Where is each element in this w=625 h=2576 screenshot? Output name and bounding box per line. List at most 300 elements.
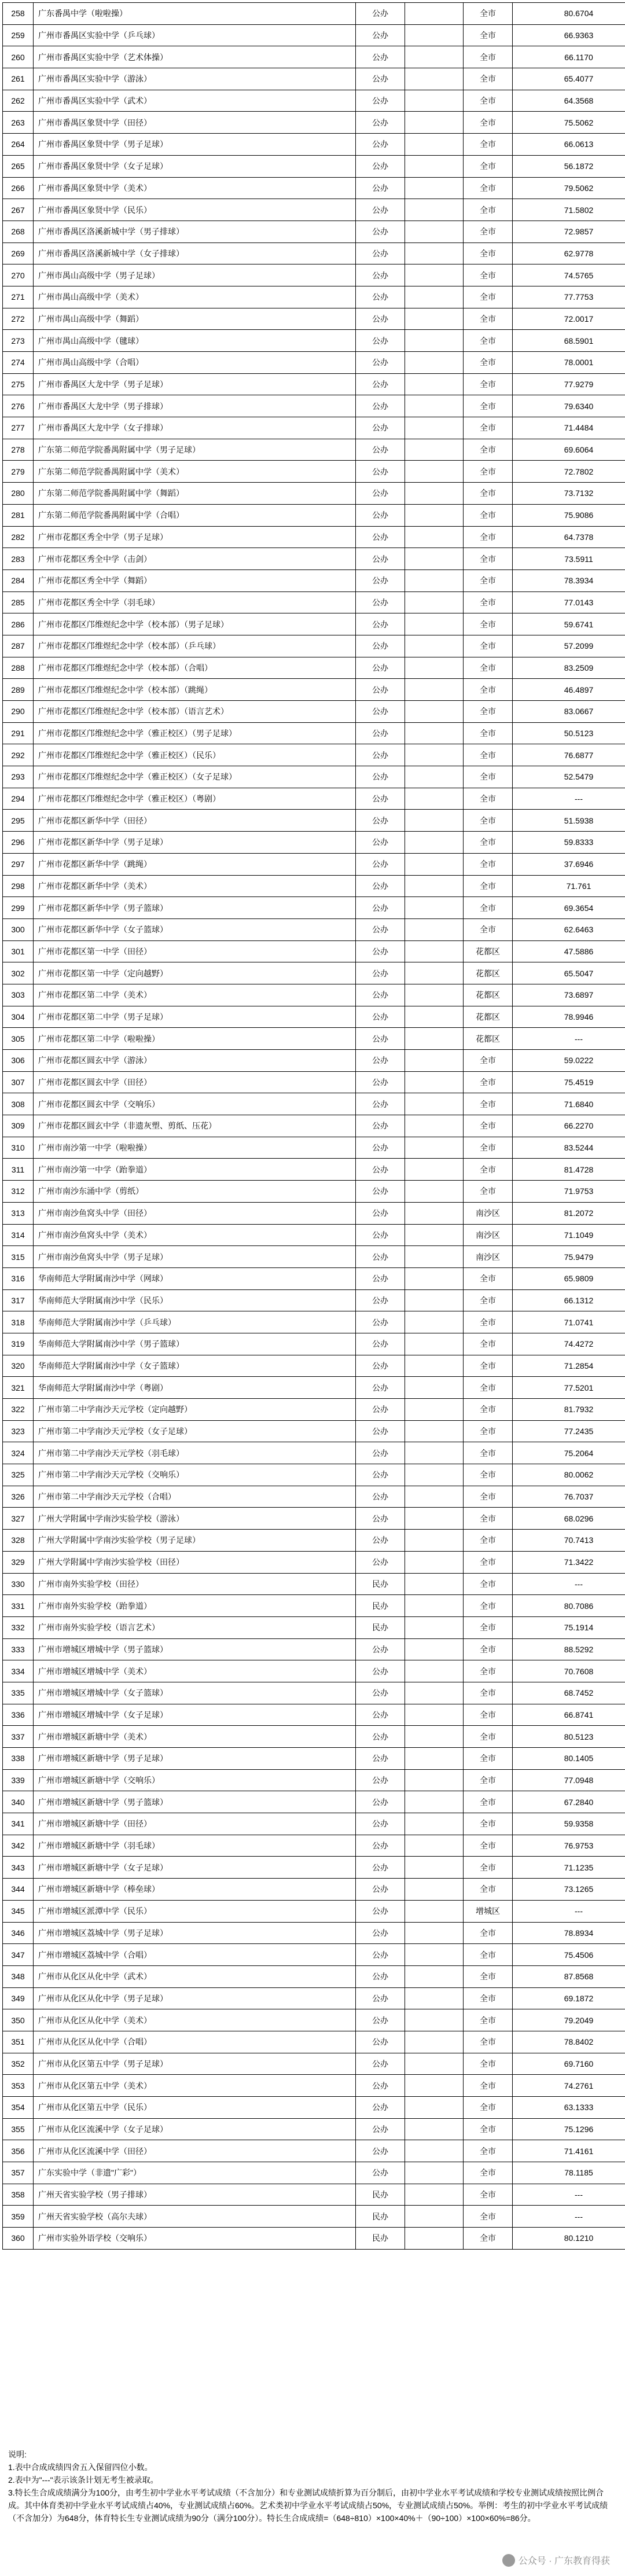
table-cell: 广州市南外实验学校（语言艺术） <box>34 1616 356 1638</box>
table-cell: 公办 <box>356 1311 405 1333</box>
table-cell <box>405 1028 464 1050</box>
table-cell: 71.0741 <box>513 1311 625 1333</box>
table-cell: 72.9857 <box>513 221 625 242</box>
table-cell: 全市 <box>464 24 513 46</box>
table-cell: 全市 <box>464 373 513 395</box>
table-cell: 317 <box>3 1289 34 1311</box>
table-cell: 广州市从化区从化中学（合唱） <box>34 2031 356 2053</box>
table-cell: 公办 <box>356 918 405 940</box>
table-cell: 广州天省实验学校（高尔夫球） <box>34 2206 356 2228</box>
table-cell <box>405 308 464 330</box>
table-cell: 全市 <box>464 1726 513 1748</box>
table-row <box>3 177 625 199</box>
table-cell: 全市 <box>464 1987 513 2009</box>
table-cell <box>405 439 464 461</box>
table-cell: 广州市花都区邝维煜纪念中学（雅正校区）（男子足球） <box>34 722 356 744</box>
table-cell: 全市 <box>464 1442 513 1464</box>
table-cell <box>405 1595 464 1617</box>
table-cell <box>405 1769 464 1791</box>
table-cell: 公办 <box>356 1006 405 1028</box>
table-cell: 广州市花都区秀全中学（舞蹈） <box>34 569 356 591</box>
table-cell: 广州市番禺区实验中学（艺术体操） <box>34 46 356 68</box>
table-cell: 88.5292 <box>513 1638 625 1660</box>
table-cell: 68.5901 <box>513 330 625 352</box>
table-row <box>3 308 625 330</box>
table-cell: 78.1185 <box>513 2162 625 2184</box>
table-cell <box>405 1900 464 1922</box>
table-cell: 南沙区 <box>464 1246 513 1268</box>
table-cell: 公办 <box>356 1791 405 1813</box>
table-cell: 公办 <box>356 417 405 439</box>
table-row <box>3 1399 625 1421</box>
table-cell <box>405 221 464 242</box>
table-cell: 全市 <box>464 918 513 940</box>
table-cell: 广州市从化区从化中学（男子足球） <box>34 1987 356 2009</box>
table-cell: 全市 <box>464 112 513 134</box>
table-cell <box>405 1857 464 1879</box>
table-cell: 71.6840 <box>513 1093 625 1115</box>
table-cell <box>405 1267 464 1289</box>
table-cell: 全市 <box>464 875 513 897</box>
table-row <box>3 744 625 766</box>
table-cell: 75.1296 <box>513 2118 625 2140</box>
table-cell: 全市 <box>464 548 513 570</box>
table-cell: 广州大学附属中学南沙实验学校（田径） <box>34 1551 356 1573</box>
table-cell: 80.6704 <box>513 3 625 25</box>
table-cell: 350 <box>3 2009 34 2031</box>
table-cell: 66.1170 <box>513 46 625 68</box>
table-cell: --- <box>513 1028 625 1050</box>
table-row <box>3 134 625 156</box>
table-cell: 315 <box>3 1246 34 1268</box>
table-cell: 289 <box>3 679 34 701</box>
table-cell: 68.7452 <box>513 1682 625 1704</box>
table-cell: 83.0667 <box>513 701 625 723</box>
table-cell: 66.8741 <box>513 1704 625 1726</box>
table-cell: 广州市花都区圆玄中学（交响乐） <box>34 1093 356 1115</box>
table-cell: 公办 <box>356 2118 405 2140</box>
table-cell: 广州市花都区邝维煜纪念中学（雅正校区）（女子足球） <box>34 766 356 788</box>
table-cell: 271 <box>3 286 34 308</box>
table-cell: 73.7132 <box>513 483 625 505</box>
table-cell <box>405 395 464 417</box>
table-cell: 全市 <box>464 1944 513 1966</box>
table-cell <box>405 701 464 723</box>
table-cell: 354 <box>3 2097 34 2119</box>
table-cell: 广州市从化区第五中学（美术） <box>34 2075 356 2097</box>
table-cell: 66.9363 <box>513 24 625 46</box>
table-cell: 广东第二师范学院番禺附属中学（舞蹈） <box>34 483 356 505</box>
table-cell: 广州市番禺区象贤中学（田径） <box>34 112 356 134</box>
table-cell <box>405 286 464 308</box>
table-cell: 公办 <box>356 766 405 788</box>
table-row <box>3 1638 625 1660</box>
table-cell: 广州市花都区秀全中学（击剑） <box>34 548 356 570</box>
table-cell: 78.3934 <box>513 569 625 591</box>
table-row <box>3 2097 625 2119</box>
table-cell: 广州天省实验学校（男子排球） <box>34 2184 356 2206</box>
table-cell: 全市 <box>464 1791 513 1813</box>
table-cell: 75.1914 <box>513 1616 625 1638</box>
table-cell: 广州市增城区新塘中学（美术） <box>34 1726 356 1748</box>
table-row <box>3 1595 625 1617</box>
table-cell: 公办 <box>356 1682 405 1704</box>
table-row <box>3 1202 625 1224</box>
table-row <box>3 1879 625 1901</box>
table-cell: 公办 <box>356 591 405 613</box>
table-cell <box>405 569 464 591</box>
table-cell <box>405 1987 464 2009</box>
table-cell: 全市 <box>464 853 513 875</box>
table-cell <box>405 1224 464 1246</box>
table-cell: 75.9479 <box>513 1246 625 1268</box>
table-cell <box>405 1071 464 1093</box>
table-cell: 260 <box>3 46 34 68</box>
table-cell: 全市 <box>464 286 513 308</box>
table-cell <box>405 1704 464 1726</box>
table-cell <box>405 1377 464 1399</box>
table-cell: 公办 <box>356 657 405 679</box>
table-cell: 公办 <box>356 155 405 177</box>
table-cell: 广州市花都区新华中学（男子足球） <box>34 832 356 854</box>
table-row <box>3 918 625 940</box>
table-cell <box>405 744 464 766</box>
table-cell: 华南师范大学附属南沙中学（网球） <box>34 1267 356 1289</box>
table-cell: 全市 <box>464 744 513 766</box>
table-cell: 332 <box>3 1616 34 1638</box>
table-cell <box>405 352 464 374</box>
table-cell: 广州市番禺区象贤中学（男子足球） <box>34 134 356 156</box>
table-cell: 广州市花都区新华中学（女子篮球） <box>34 918 356 940</box>
table-cell: 广州市番禺区象贤中学（美术） <box>34 177 356 199</box>
table-cell: 全市 <box>464 2228 513 2250</box>
table-row <box>3 1987 625 2009</box>
table-cell <box>405 1638 464 1660</box>
table-cell: 71.5802 <box>513 199 625 221</box>
table-cell <box>405 90 464 112</box>
table-cell: 广州市增城区新塘中学（女子足球） <box>34 1857 356 1879</box>
table-cell: 公办 <box>356 1944 405 1966</box>
table-row <box>3 1573 625 1595</box>
table-cell: 公办 <box>356 221 405 242</box>
table-cell: 71.1049 <box>513 1224 625 1246</box>
table-cell: 公办 <box>356 744 405 766</box>
table-cell: 公办 <box>356 853 405 875</box>
table-cell: 全市 <box>464 504 513 526</box>
table-cell: 全市 <box>464 788 513 810</box>
table-cell <box>405 1464 464 1486</box>
table-cell: 46.4897 <box>513 679 625 701</box>
table-cell: 全市 <box>464 1965 513 1987</box>
table-cell: 广州市番禺区象贤中学（女子足球） <box>34 155 356 177</box>
table-cell: 68.0296 <box>513 1508 625 1530</box>
table-cell: --- <box>513 788 625 810</box>
table-cell <box>405 330 464 352</box>
table-cell: 公办 <box>356 1879 405 1901</box>
table-cell: 78.8402 <box>513 2031 625 2053</box>
table-cell: 花都区 <box>464 940 513 962</box>
table-cell: 全市 <box>464 1530 513 1552</box>
table-cell: 62.6463 <box>513 918 625 940</box>
table-row <box>3 2075 625 2097</box>
table-cell <box>405 3 464 25</box>
table-cell <box>405 1791 464 1813</box>
table-cell: 公办 <box>356 504 405 526</box>
table-row <box>3 2031 625 2053</box>
table-cell: 339 <box>3 1769 34 1791</box>
table-cell <box>405 2184 464 2206</box>
table-cell: 民办 <box>356 1595 405 1617</box>
table-cell: 276 <box>3 395 34 417</box>
table-cell: 广州市南沙第一中学（啦啦操） <box>34 1137 356 1159</box>
table-cell: 公办 <box>356 286 405 308</box>
table-cell: 公办 <box>356 722 405 744</box>
admission-score-table <box>2 2 625 2250</box>
table-row <box>3 1333 625 1355</box>
table-cell: 78.0001 <box>513 352 625 374</box>
table-row <box>3 2009 625 2031</box>
table-cell: 公办 <box>356 1267 405 1289</box>
table-cell: 81.4728 <box>513 1159 625 1181</box>
table-cell: 71.761 <box>513 875 625 897</box>
table-cell: 80.7086 <box>513 1595 625 1617</box>
table-cell <box>405 1333 464 1355</box>
table-row <box>3 679 625 701</box>
table-cell: 81.7932 <box>513 1399 625 1421</box>
table-cell: 293 <box>3 766 34 788</box>
table-cell: 306 <box>3 1050 34 1072</box>
table-cell: 301 <box>3 940 34 962</box>
table-cell: 公办 <box>356 1551 405 1573</box>
table-cell: 全市 <box>464 1595 513 1617</box>
table-row <box>3 962 625 984</box>
table-cell: 公办 <box>356 1726 405 1748</box>
table-cell <box>405 1311 464 1333</box>
table-cell: 广州市番禺区洛溪新城中学（男子排球） <box>34 221 356 242</box>
table-cell: 公办 <box>356 2075 405 2097</box>
table-row <box>3 1464 625 1486</box>
table-row <box>3 352 625 374</box>
table-row <box>3 766 625 788</box>
table-cell: 322 <box>3 1399 34 1421</box>
table-cell <box>405 613 464 635</box>
table-cell <box>405 242 464 264</box>
table-cell: 华南师范大学附属南沙中学（男子篮球） <box>34 1333 356 1355</box>
table-cell: 广州市花都区新华中学（美术） <box>34 875 356 897</box>
table-row <box>3 1093 625 1115</box>
table-cell: 公办 <box>356 2162 405 2184</box>
table-cell: 全市 <box>464 330 513 352</box>
table-cell: 广州市花都区新华中学（男子篮球） <box>34 897 356 919</box>
table-cell <box>405 2206 464 2228</box>
table-cell: 公办 <box>356 1399 405 1421</box>
table-cell: 公办 <box>356 1181 405 1203</box>
table-cell: 全市 <box>464 591 513 613</box>
table-cell: 公办 <box>356 1965 405 1987</box>
table-row <box>3 1965 625 1987</box>
table-cell: 广州市番禺区大龙中学（男子排球） <box>34 395 356 417</box>
table-cell: 广州市增城区荔城中学（合唱） <box>34 1944 356 1966</box>
table-row <box>3 155 625 177</box>
table-cell: 308 <box>3 1093 34 1115</box>
table-cell <box>405 1050 464 1072</box>
table-cell: 80.1405 <box>513 1748 625 1770</box>
table-cell: 广州市花都区新华中学（田径） <box>34 810 356 832</box>
table-cell: 全市 <box>464 1769 513 1791</box>
table-cell: 346 <box>3 1922 34 1944</box>
table-cell <box>405 1202 464 1224</box>
table-cell: 全市 <box>464 2053 513 2075</box>
table-row <box>3 1682 625 1704</box>
table-cell: 77.5201 <box>513 1377 625 1399</box>
table-cell: 全市 <box>464 46 513 68</box>
table-cell: 公办 <box>356 1028 405 1050</box>
table-cell: 全市 <box>464 1093 513 1115</box>
table-row <box>3 548 625 570</box>
table-row <box>3 1748 625 1770</box>
watermark <box>502 2553 610 2567</box>
table-cell: 公办 <box>356 1486 405 1508</box>
table-cell: 公办 <box>356 962 405 984</box>
table-cell: 全市 <box>464 352 513 374</box>
table-cell <box>405 679 464 701</box>
table-cell <box>405 1006 464 1028</box>
table-cell: 广州市花都区新华中学（跳绳） <box>34 853 356 875</box>
table-row <box>3 984 625 1006</box>
table-cell: 全市 <box>464 1922 513 1944</box>
table-cell: 47.5886 <box>513 940 625 962</box>
table-cell: 全市 <box>464 1748 513 1770</box>
table-cell: 华南师范大学附属南沙中学（粤剧） <box>34 1377 356 1399</box>
table-cell <box>405 875 464 897</box>
table-cell: 341 <box>3 1813 34 1835</box>
table-cell: 广东第二师范学院番禺附属中学（合唱） <box>34 504 356 526</box>
table-row <box>3 1530 625 1552</box>
table-row <box>3 2140 625 2162</box>
table-cell: 345 <box>3 1900 34 1922</box>
table-cell <box>405 1508 464 1530</box>
table-cell <box>405 2075 464 2097</box>
table-cell: 全市 <box>464 1137 513 1159</box>
table-cell: 广州市第二中学南沙天元学校（定向越野） <box>34 1399 356 1421</box>
table-cell <box>405 766 464 788</box>
table-cell: 全市 <box>464 1181 513 1203</box>
table-cell: 285 <box>3 591 34 613</box>
table-row <box>3 1137 625 1159</box>
table-row <box>3 504 625 526</box>
table-cell: 全市 <box>464 68 513 90</box>
table-cell: 广州市番禺区实验中学（游泳） <box>34 68 356 90</box>
table-cell <box>405 1093 464 1115</box>
table-cell: 广州市花都区圆玄中学（游泳） <box>34 1050 356 1072</box>
table-cell: 50.5123 <box>513 722 625 744</box>
table-cell <box>405 199 464 221</box>
table-cell: 69.6064 <box>513 439 625 461</box>
table-cell: 81.2072 <box>513 1202 625 1224</box>
table-cell <box>405 1748 464 1770</box>
table-cell: 74.2761 <box>513 2075 625 2097</box>
table-row <box>3 3 625 25</box>
table-cell: 273 <box>3 330 34 352</box>
table-row <box>3 1726 625 1748</box>
table-row <box>3 1159 625 1181</box>
table-cell: 71.4484 <box>513 417 625 439</box>
table-cell: 全市 <box>464 1879 513 1901</box>
table-row <box>3 2184 625 2206</box>
table-cell <box>405 1442 464 1464</box>
table-cell: --- <box>513 2184 625 2206</box>
table-cell: 69.1872 <box>513 1987 625 2009</box>
table-cell: 公办 <box>356 24 405 46</box>
table-cell: 全市 <box>464 2206 513 2228</box>
table-cell <box>405 1682 464 1704</box>
table-cell <box>405 984 464 1006</box>
table-cell: 311 <box>3 1159 34 1181</box>
table-row <box>3 46 625 68</box>
table-cell: 公办 <box>356 1464 405 1486</box>
table-cell: 69.3654 <box>513 897 625 919</box>
table-cell <box>405 1616 464 1638</box>
table-cell: 297 <box>3 853 34 875</box>
table-cell: 310 <box>3 1137 34 1159</box>
table-cell: 259 <box>3 24 34 46</box>
table-cell: 广州市花都区邝维煜纪念中学（校本部）（男子足球） <box>34 613 356 635</box>
table-cell: 79.5062 <box>513 177 625 199</box>
table-cell: 广州市禺山高级中学（舞蹈） <box>34 308 356 330</box>
table-cell: 全市 <box>464 177 513 199</box>
table-cell: 294 <box>3 788 34 810</box>
table-cell: 65.9809 <box>513 1267 625 1289</box>
table-cell: 77.9279 <box>513 373 625 395</box>
table-cell: 287 <box>3 635 34 657</box>
table-cell: 328 <box>3 1530 34 1552</box>
table-row <box>3 1486 625 1508</box>
table-cell: 公办 <box>356 1093 405 1115</box>
table-cell: 272 <box>3 308 34 330</box>
table-cell: 全市 <box>464 483 513 505</box>
table-cell <box>405 1944 464 1966</box>
table-cell: 56.1872 <box>513 155 625 177</box>
table-cell: 广州市从化区从化中学（武术） <box>34 1965 356 1987</box>
table-cell <box>405 1835 464 1857</box>
table-cell: 357 <box>3 2162 34 2184</box>
table-cell: 广州市花都区邝维煜纪念中学（校本部）（语言艺术） <box>34 701 356 723</box>
table-cell: 广州市增城区荔城中学（男子足球） <box>34 1922 356 1944</box>
table-row <box>3 242 625 264</box>
table-cell: 广州市番禺区洛溪新城中学（女子排球） <box>34 242 356 264</box>
table-cell: 全市 <box>464 1420 513 1442</box>
table-cell <box>405 155 464 177</box>
table-cell: 全市 <box>464 1486 513 1508</box>
table-cell: 花都区 <box>464 984 513 1006</box>
table-cell: 75.4519 <box>513 1071 625 1093</box>
table-cell: 71.3422 <box>513 1551 625 1573</box>
table-cell: 全市 <box>464 1355 513 1377</box>
table-cell: 71.4161 <box>513 2140 625 2162</box>
table-cell: 290 <box>3 701 34 723</box>
table-cell: 广州市禺山高级中学（合唱） <box>34 352 356 374</box>
table-cell <box>405 461 464 483</box>
table-cell: 广东番禺中学（啦啦操） <box>34 3 356 25</box>
table-row <box>3 1355 625 1377</box>
table-cell: 全市 <box>464 1638 513 1660</box>
table-cell: 76.7037 <box>513 1486 625 1508</box>
table-cell: 318 <box>3 1311 34 1333</box>
table-cell: 全市 <box>464 679 513 701</box>
table-cell <box>405 483 464 505</box>
table-cell: 公办 <box>356 1638 405 1660</box>
table-cell <box>405 112 464 134</box>
